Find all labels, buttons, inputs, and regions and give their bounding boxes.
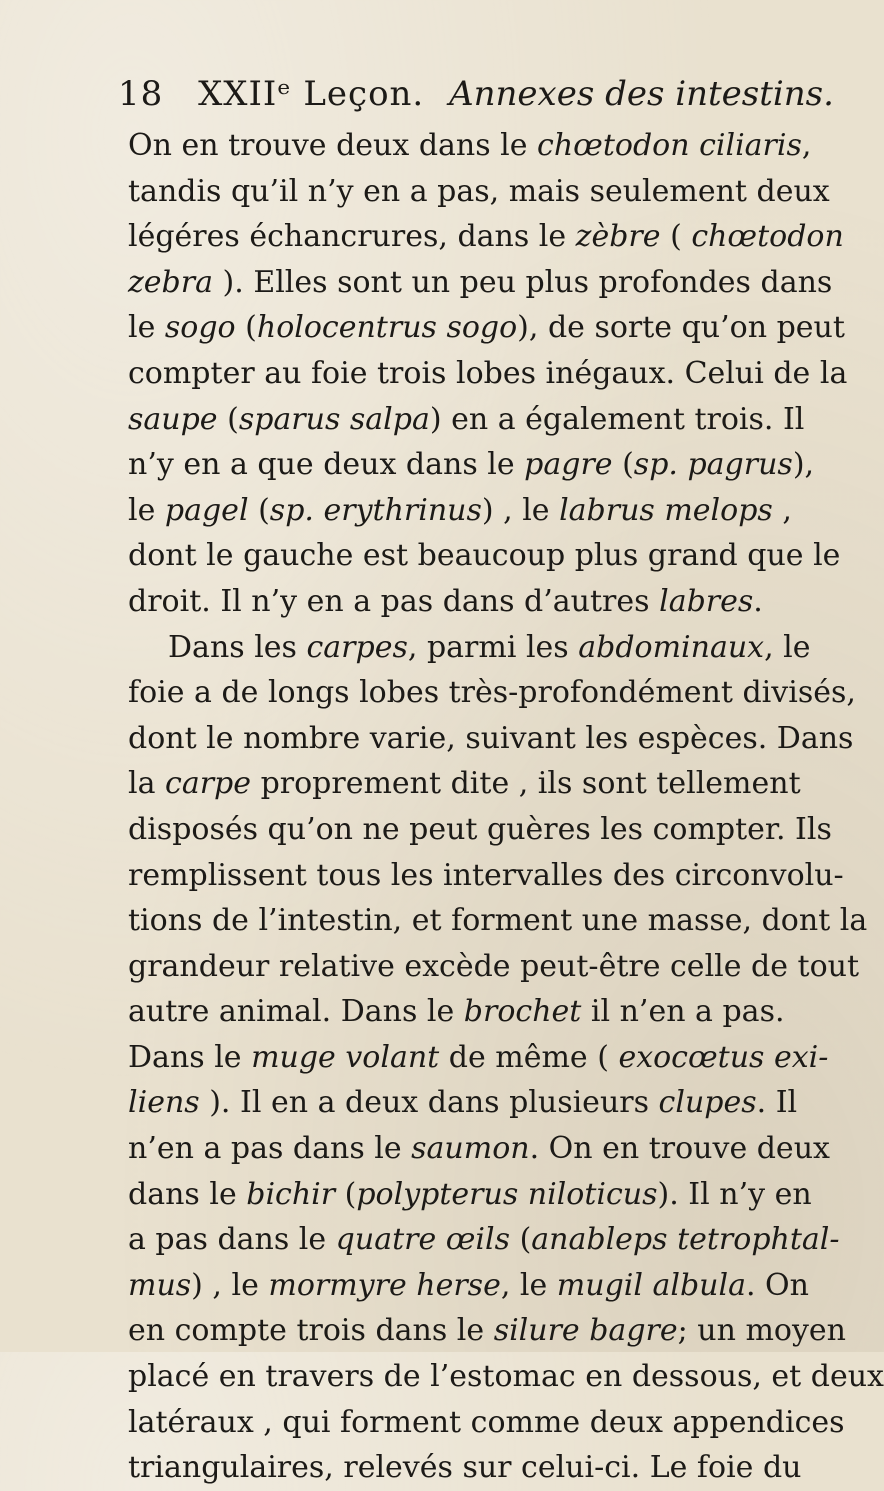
text-line xyxy=(128,761,801,807)
text-run: ; un moyen xyxy=(677,1313,846,1349)
text-run: remplissent tous les intervalles des circonvolu- xyxy=(128,857,844,893)
text-run: ), de sorte qu’on peut xyxy=(517,310,845,346)
text-run: dans le xyxy=(128,1176,247,1212)
text-run: n’y en a que deux dans le xyxy=(128,447,525,483)
text-line xyxy=(128,1080,798,1126)
italic-term: bichir xyxy=(246,1176,336,1212)
italic-term: quatre œils xyxy=(335,1222,511,1258)
text-run: dont le gauche est beaucoup plus grand que le xyxy=(128,538,841,574)
italic-term: carpe xyxy=(165,766,252,802)
italic-term: sogo xyxy=(164,310,236,346)
italic-term: mormyre herse xyxy=(268,1267,501,1303)
text-run: a pas dans le xyxy=(128,1222,336,1258)
text-run: ) , le xyxy=(481,492,560,528)
italic-term: holocentrus sogo xyxy=(256,310,518,346)
italic-term: abdominaux xyxy=(578,629,765,665)
text-run: , xyxy=(801,128,812,163)
text-line xyxy=(128,214,844,260)
italic-term: exocœtus exi- xyxy=(618,1039,829,1075)
text-run: triangulaires, relevés sur celui-ci. Le foie du xyxy=(128,1450,802,1486)
text-run: . xyxy=(753,583,763,619)
text-run: ) en a également trois. Il xyxy=(429,401,805,437)
text-run: On en trouve deux dans le xyxy=(128,128,538,163)
text-run: droit. Il n’y en a pas dans d’autres xyxy=(128,583,660,619)
italic-term: zèbre xyxy=(575,219,661,255)
text-line xyxy=(128,1217,840,1263)
text-line xyxy=(128,351,848,397)
text-run: . On xyxy=(745,1267,809,1303)
text-run: . On en trouve deux xyxy=(529,1131,830,1167)
italic-term: polypterus niloticus xyxy=(356,1176,658,1212)
text-line xyxy=(128,989,785,1035)
lecon-heading: XXIIᵉ Leçon. xyxy=(198,74,425,114)
italic-term: labres xyxy=(659,583,754,619)
italic-term: anableps tetrophtal- xyxy=(531,1222,840,1258)
text-run: ). Il n’y en xyxy=(657,1176,812,1212)
text-line xyxy=(128,1354,884,1400)
italic-term: liens xyxy=(128,1085,200,1121)
text-run: ). Il en a deux dans plusieurs xyxy=(199,1085,659,1121)
text-run: grandeur relative excède peut-être celle de tout xyxy=(128,948,860,984)
text-run: compter au foie trois lobes inégaux. Celui de la xyxy=(128,355,848,391)
italic-term: pagel xyxy=(164,492,249,528)
text-run: ), xyxy=(792,447,815,483)
text-run: le xyxy=(128,492,165,528)
text-run: tions de l’intestin, et forment une masse, dont la xyxy=(128,903,868,939)
text-line xyxy=(128,169,830,215)
text-line xyxy=(128,807,832,853)
italic-term: sp. erythrinus xyxy=(269,492,482,528)
italic-term: brochet xyxy=(463,994,582,1030)
text-run: latéraux , qui forment comme deux appendices xyxy=(128,1404,845,1440)
chapter-title: Annexes des intestins. xyxy=(449,74,834,114)
text-run: foie a de longs lobes très-profondément divisés, xyxy=(128,675,856,711)
italic-term: pagre xyxy=(524,447,613,483)
text-line xyxy=(128,1263,809,1309)
italic-term: labrus melops xyxy=(559,492,773,528)
text-run: la xyxy=(128,766,166,802)
text-line xyxy=(128,1035,829,1081)
text-run: tandis qu’il n’y en a pas, mais seulement deux xyxy=(128,173,830,209)
italic-term: chœtodon ciliaris xyxy=(537,128,802,163)
text-run: il n’en a pas. xyxy=(581,994,785,1030)
text-run: ( xyxy=(235,310,257,346)
running-header xyxy=(118,74,834,114)
text-run: le xyxy=(128,310,165,346)
italic-term: mugil albula xyxy=(556,1267,746,1303)
text-line xyxy=(128,533,841,579)
text-line xyxy=(128,488,792,534)
text-line xyxy=(128,944,860,990)
text-line xyxy=(128,442,815,488)
italic-term: chœtodon xyxy=(691,219,844,255)
italic-term: carpes xyxy=(306,629,408,665)
italic-term: muge volant xyxy=(251,1039,440,1075)
text-run: Dans le xyxy=(128,1039,252,1075)
text-run: , le xyxy=(764,629,811,665)
text-run: autre animal. Dans le xyxy=(128,994,464,1030)
text-line xyxy=(128,670,856,716)
text-run: , le xyxy=(500,1267,557,1303)
text-line xyxy=(128,1445,802,1491)
text-line xyxy=(128,397,805,443)
text-run: légéres échancrures, dans le xyxy=(128,219,576,255)
text-line xyxy=(128,625,811,671)
italic-term: sparus salpa xyxy=(238,401,430,437)
text-run: ( xyxy=(510,1222,532,1258)
text-run: en compte trois dans le xyxy=(128,1313,494,1349)
text-run: ). Elles sont un peu plus profondes dans xyxy=(213,264,833,300)
text-line xyxy=(128,260,833,306)
text-run: , parmi les xyxy=(407,629,579,665)
text-run: placé en travers de l’estomac en dessous, et deux xyxy=(128,1359,884,1395)
italic-term: saumon xyxy=(411,1131,530,1167)
text-run: ( xyxy=(335,1176,357,1212)
page-number: 18 xyxy=(118,74,164,114)
italic-term: silure bagre xyxy=(493,1313,678,1349)
text-line xyxy=(128,1308,846,1354)
text-line xyxy=(128,305,845,351)
text-run: Dans les xyxy=(168,629,307,665)
text-run: ( xyxy=(248,492,270,528)
text-run: , xyxy=(772,492,792,528)
italic-term: zebra xyxy=(128,264,213,300)
text-run: . Il xyxy=(756,1085,798,1121)
text-run: ( xyxy=(660,219,692,255)
text-run: de même ( xyxy=(439,1039,619,1075)
text-line xyxy=(128,1400,845,1446)
text-line xyxy=(128,853,844,899)
text-run: ( xyxy=(217,401,239,437)
italic-term: clupes xyxy=(658,1085,757,1121)
text-line xyxy=(128,1172,812,1218)
text-run: n’en a pas dans le xyxy=(128,1131,412,1167)
text-line xyxy=(128,123,812,169)
text-line xyxy=(128,716,854,762)
italic-term: saupe xyxy=(128,401,218,437)
text-run: disposés qu’on ne peut guères les compter. Ils xyxy=(128,811,832,847)
body-text xyxy=(128,123,884,1491)
italic-term: mus xyxy=(128,1267,192,1303)
text-line xyxy=(128,898,868,944)
text-run: ( xyxy=(612,447,634,483)
text-line xyxy=(128,1126,830,1172)
text-run: dont le nombre varie, suivant les espèces. Dans xyxy=(128,720,854,756)
text-run: ) , le xyxy=(191,1267,269,1303)
text-line xyxy=(128,579,768,625)
italic-term: sp. pagrus xyxy=(633,447,793,483)
text-run: proprement dite , ils sont tellement xyxy=(251,766,801,802)
